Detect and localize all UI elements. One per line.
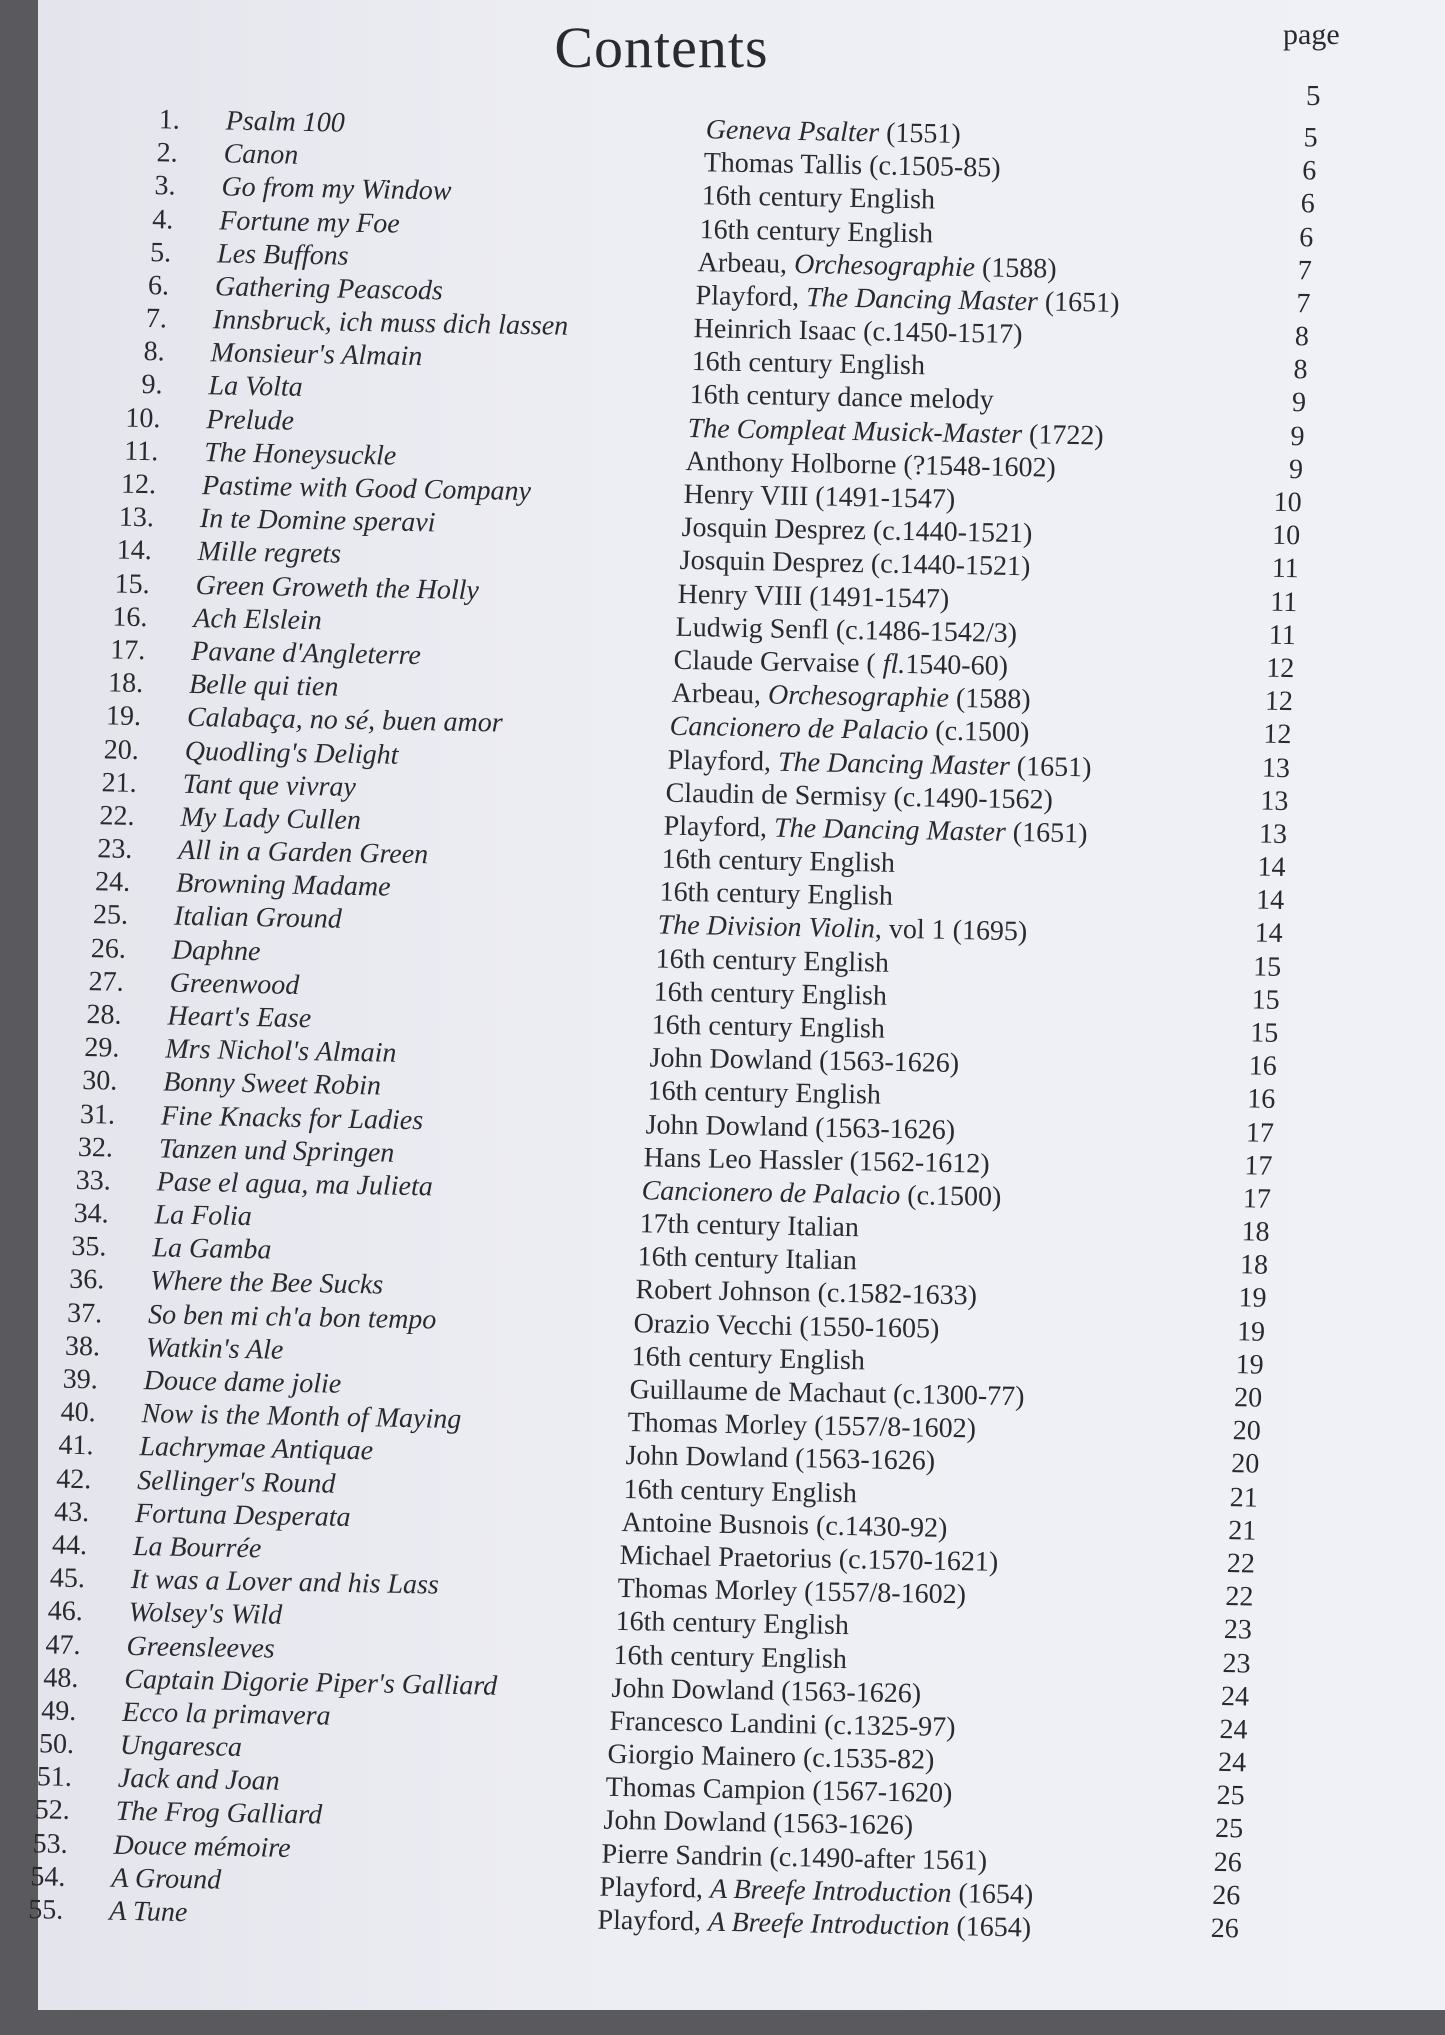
entry-source: The Compleat Musick-Master (1722) xyxy=(687,412,1104,452)
entry-title: Go from my Window xyxy=(221,171,452,207)
entry-title: Where the Bee Sucks xyxy=(150,1265,384,1302)
entry-source: Antoine Busnois (c.1430-92) xyxy=(621,1506,948,1544)
entry-number: 49. xyxy=(40,1695,77,1727)
entry-number: 28. xyxy=(86,999,122,1031)
entry-page-number: 23 xyxy=(1222,1647,1251,1680)
entry-number: 41. xyxy=(58,1430,94,1462)
entry-page-number: 7 xyxy=(1296,288,1311,320)
entry-number: 55. xyxy=(28,1894,64,1926)
entry-title: The Frog Galliard xyxy=(115,1796,323,1831)
entry-source: 16th century English xyxy=(659,876,894,913)
entry-title: Italian Ground xyxy=(173,901,343,936)
entry-page-number: 13 xyxy=(1260,785,1289,817)
entry-source: 16th century English xyxy=(647,1075,882,1111)
entry-source: Thomas Campion (1567-1620) xyxy=(605,1771,953,1810)
entry-source: 16th century English xyxy=(699,213,934,249)
entry-number: 51. xyxy=(36,1761,73,1794)
entry-number: 40. xyxy=(60,1396,96,1429)
entry-title: Monsieur's Almain xyxy=(210,337,423,373)
entry-page-number: 17 xyxy=(1242,1183,1272,1215)
entry-page-number: 14 xyxy=(1255,884,1285,917)
entry-number: 31. xyxy=(79,1098,116,1131)
entry-page-number: 18 xyxy=(1239,1249,1269,1282)
entry-number: 5. xyxy=(149,236,172,269)
entry-number: 6. xyxy=(147,269,170,302)
entry-page-number: 23 xyxy=(1223,1614,1253,1646)
entry-source: 16th century English xyxy=(623,1473,858,1509)
entry-source: 16th century English xyxy=(613,1639,848,1675)
entry-source: Playford, A Breefe Introduction (1654) xyxy=(597,1904,1032,1944)
entry-page-number: 16 xyxy=(1247,1083,1276,1116)
entry-title: All in a Garden Green xyxy=(178,834,429,871)
entry-number: 36. xyxy=(69,1264,105,1296)
entry-number: 43. xyxy=(53,1496,90,1528)
entry-page-number: 15 xyxy=(1251,984,1280,1016)
entry-source: Arbeau, Orchesographie (1588) xyxy=(671,677,1031,716)
entry-source: The Division Violin, vol 1 (1695) xyxy=(657,909,1028,948)
entry-number: 13. xyxy=(118,501,155,534)
contents-list xyxy=(1,0,1445,2035)
entry-page-number: 20 xyxy=(1233,1382,1263,1414)
entry-page-number: 19 xyxy=(1238,1282,1267,1315)
entry-page-number: 25 xyxy=(1216,1780,1245,1812)
entry-title: Pastime with Good Company xyxy=(201,470,532,508)
entry-number: 54. xyxy=(30,1860,66,1893)
entry-source: Ludwig Senfl (c.1486-1542/3) xyxy=(675,611,1018,649)
entry-title: Wolsey's Wild xyxy=(128,1597,283,1632)
entry-number: 3. xyxy=(154,170,176,202)
entry-page-number: 5 xyxy=(1303,122,1318,154)
entry-title: Ach Elslein xyxy=(193,602,323,637)
entry-title: La Bourrée xyxy=(132,1530,262,1565)
entry-number: 1. xyxy=(158,104,181,136)
entry-source: John Dowland (1563-1626) xyxy=(645,1108,956,1146)
entry-number: 21. xyxy=(101,767,137,799)
entry-number: 32. xyxy=(77,1131,114,1164)
entry-title: Ecco la primavera xyxy=(121,1696,331,1732)
entry-number: 17. xyxy=(110,634,146,667)
entry-title: A Ground xyxy=(111,1862,222,1896)
entry-source: Guillaume de Machaut (c.1300-77) xyxy=(629,1374,1025,1413)
entry-title: In te Domine speravi xyxy=(199,503,436,539)
entry-number: 22. xyxy=(99,800,135,832)
entry-page-number: 26 xyxy=(1210,1912,1240,1945)
entry-number: 18. xyxy=(107,667,144,700)
entry-title: Quodling's Delight xyxy=(184,735,399,771)
entry-page-number: 13 xyxy=(1258,818,1288,850)
entry-source: Orazio Vecchi (1550-1605) xyxy=(633,1307,940,1345)
entry-page-number: 11 xyxy=(1271,553,1299,585)
entry-title: Greensleeves xyxy=(126,1630,276,1665)
book-page xyxy=(28,0,1445,2010)
entry-source: 16th century English xyxy=(631,1340,866,1377)
entry-page-number: 10 xyxy=(1273,486,1302,519)
entry-source: 17th century Italian xyxy=(639,1208,860,1244)
entry-number: 33. xyxy=(75,1164,112,1197)
entry-number: 44. xyxy=(51,1529,88,1562)
entry-page-number: 6 xyxy=(1300,188,1316,220)
entry-title: Tant que vivray xyxy=(182,768,357,803)
entry-title: So ben mi ch'a bon tempo xyxy=(147,1298,437,1336)
entry-page-number: 22 xyxy=(1225,1581,1254,1613)
entry-title: A Tune xyxy=(109,1895,188,1929)
entry-source: Arbeau, Orchesographie (1588) xyxy=(697,246,1057,285)
entry-title: Mille regrets xyxy=(197,536,342,571)
entry-title: It was a Lover and his Lass xyxy=(130,1564,440,1601)
entry-page-number: 20 xyxy=(1232,1415,1262,1447)
entry-page-number: 24 xyxy=(1217,1746,1247,1779)
entry-source: John Dowland (1563-1626) xyxy=(603,1805,914,1842)
entry-source: Henry VIII (1491-1547) xyxy=(683,478,956,515)
entry-number: 47. xyxy=(45,1628,81,1661)
entry-page-number: 9 xyxy=(1290,420,1305,452)
entry-number: 11. xyxy=(123,435,159,468)
entry-page-number: 6 xyxy=(1299,221,1314,253)
entry-source: Playford, The Dancing Master (1651) xyxy=(667,744,1092,783)
entry-title: Green Groweth the Holly xyxy=(195,569,480,606)
entry-source: Thomas Morley (1557/8-1602) xyxy=(617,1573,967,1611)
entry-number: 8. xyxy=(143,336,165,368)
entry-title: Greenwood xyxy=(169,967,300,1001)
entry-title: Tanzen und Springen xyxy=(158,1133,395,1169)
entry-source: Claude Gervaise ( fl.1540-60) xyxy=(673,644,1009,682)
entry-title: Fortune my Foe xyxy=(219,204,400,240)
entry-page-number: 21 xyxy=(1228,1514,1257,1547)
entry-title: Fortuna Desperata xyxy=(134,1497,351,1533)
entry-source: Playford, A Breefe Introduction (1654) xyxy=(599,1871,1034,1911)
entry-title: Watkin's Ale xyxy=(145,1332,284,1366)
entry-source: 16th century English xyxy=(615,1606,850,1642)
entry-page-number: 12 xyxy=(1266,652,1295,685)
entry-source: Heinrich Isaac (c.1450-1517) xyxy=(693,313,1023,351)
entry-title: Douce mémoire xyxy=(113,1829,291,1864)
entry-number: 24. xyxy=(94,866,131,899)
entry-source: John Dowland (1563-1626) xyxy=(649,1042,960,1080)
entry-source: Henry VIII (1491-1547) xyxy=(677,578,950,615)
entry-number: 50. xyxy=(38,1728,75,1761)
entry-number: 16. xyxy=(112,601,148,633)
entry-page-number: 6 xyxy=(1301,155,1317,187)
entry-number: 20. xyxy=(103,733,140,766)
entry-page-number: 16 xyxy=(1248,1050,1278,1083)
entry-page-number: 8 xyxy=(1293,354,1308,386)
entry-title: Gathering Peascods xyxy=(214,271,444,307)
entry-page-number: 19 xyxy=(1236,1315,1266,1348)
entry-source: Thomas Tallis (c.1505-85) xyxy=(703,147,1001,184)
entry-source: 16th century dance melody xyxy=(689,379,994,417)
entry-number: 53. xyxy=(32,1827,68,1860)
entry-number: 9. xyxy=(141,369,163,401)
entry-number: 30. xyxy=(81,1065,118,1097)
entry-source: Playford, The Dancing Master (1651) xyxy=(663,810,1088,850)
entry-number: 29. xyxy=(84,1032,120,1064)
entry-page-number: 17 xyxy=(1245,1116,1275,1149)
entry-page-number: 14 xyxy=(1254,917,1283,950)
entry-number: 27. xyxy=(88,965,124,998)
entry-page-number: 9 xyxy=(1291,387,1307,419)
entry-number: 12. xyxy=(120,468,157,501)
entry-source: John Dowland (1563-1626) xyxy=(625,1440,936,1478)
entry-number: 38. xyxy=(64,1330,101,1363)
entry-title: Bonny Sweet Robin xyxy=(162,1066,382,1102)
entry-page-number: 21 xyxy=(1229,1481,1259,1514)
entry-number: 48. xyxy=(43,1662,79,1694)
entry-title: Fine Knacks for Ladies xyxy=(160,1099,424,1136)
entry-source: 16th century English xyxy=(653,976,888,1012)
entry-title: La Gamba xyxy=(152,1232,272,1266)
entry-number: 10. xyxy=(125,402,161,434)
entry-title: Daphne xyxy=(171,934,261,967)
entry-title: Lachrymae Antiquae xyxy=(139,1431,374,1467)
entry-title: Pase el agua, ma Julieta xyxy=(156,1166,434,1203)
entry-page-number: 19 xyxy=(1235,1349,1264,1381)
entry-page-number: 12 xyxy=(1263,718,1292,751)
entry-title: Prelude xyxy=(206,403,295,437)
entry-source: Geneva Psalter (1551) xyxy=(705,114,962,150)
entry-source: Cancionero de Palacio (c.1500) xyxy=(641,1175,1002,1213)
entry-title: Belle qui tien xyxy=(188,669,339,703)
entry-title: La Folia xyxy=(154,1199,253,1233)
entry-source: Thomas Morley (1557/8-1602) xyxy=(627,1407,977,1445)
entry-number: 4. xyxy=(152,203,174,236)
entry-page-number: 26 xyxy=(1213,1846,1243,1878)
entry-page-number: 15 xyxy=(1249,1017,1279,1049)
page-column-header: page xyxy=(1283,18,1340,51)
entry-page-number: 20 xyxy=(1230,1448,1260,1481)
entry-source: Francesco Landini (c.1325-97) xyxy=(609,1705,956,1743)
entry-number: 7. xyxy=(145,303,168,335)
entry-number: 37. xyxy=(66,1297,103,1330)
entry-title: Calabaça, no sé, buen amor xyxy=(186,702,503,739)
entry-title: Innsbruck, ich muss dich lassen xyxy=(212,304,569,342)
entry-page-number: 24 xyxy=(1220,1680,1250,1713)
entry-number: 2. xyxy=(156,137,178,169)
entry-source: Josquin Desprez (c.1440-1521) xyxy=(679,545,1031,583)
entry-page-number: 15 xyxy=(1252,951,1282,983)
entry-source: Josquin Desprez (c.1440-1521) xyxy=(681,512,1033,550)
entry-page-number: 13 xyxy=(1261,752,1291,784)
entry-title: Mrs Nichol's Almain xyxy=(165,1033,397,1069)
entry-number: 19. xyxy=(105,700,142,733)
entry-page-number: 17 xyxy=(1244,1150,1273,1182)
entry-title: Canon xyxy=(223,138,299,171)
entry-number: 26. xyxy=(90,932,127,965)
entry-number: 15. xyxy=(114,568,150,600)
entry-page-number: 12 xyxy=(1264,685,1294,718)
entry-page-number: 24 xyxy=(1219,1713,1248,1746)
entry-number: 39. xyxy=(62,1363,99,1396)
entry-source: Robert Johnson (c.1582-1633) xyxy=(635,1274,978,1312)
entry-number: 42. xyxy=(56,1463,92,1495)
entry-number: 34. xyxy=(73,1197,109,1230)
entry-source: Claudin de Sermisy (c.1490-1562) xyxy=(665,777,1054,816)
entry-source: Hans Leo Hassler (1562-1612) xyxy=(643,1142,990,1180)
entry-source: John Dowland (1563-1626) xyxy=(611,1672,922,1710)
entry-number: 45. xyxy=(49,1562,86,1595)
entry-page-number: 8 xyxy=(1294,321,1310,353)
entry-title: Les Buffons xyxy=(216,238,349,272)
entry-source: Michael Praetorius (c.1570-1621) xyxy=(619,1539,999,1578)
entry-page-number: 25 xyxy=(1214,1813,1244,1845)
entry-source: 16th century English xyxy=(651,1009,886,1045)
entry-title: La Volta xyxy=(208,370,303,404)
entry-page-number: 26 xyxy=(1211,1879,1241,1912)
entry-title: Jack and Joan xyxy=(117,1763,280,1797)
entry-source: Anthony Holborne (?1548-1602) xyxy=(685,445,1057,484)
entry-number: 25. xyxy=(92,899,129,932)
page-title: Contents xyxy=(554,15,769,80)
entry-source: Giorgio Mainero (c.1535-82) xyxy=(607,1738,935,1776)
entry-title: Sellinger's Round xyxy=(137,1464,336,1500)
entry-source: 16th century Italian xyxy=(637,1241,858,1277)
entry-source: 16th century English xyxy=(655,943,890,979)
entry-source: Playford, The Dancing Master (1651) xyxy=(695,280,1120,319)
entry-title: Browning Madame xyxy=(175,867,391,903)
entry-source: Pierre Sandrin (c.1490-after 1561) xyxy=(601,1838,988,1877)
entry-source: Cancionero de Palacio (c.1500) xyxy=(669,711,1030,749)
entry-title: Captain Digorie Piper's Galliard xyxy=(124,1663,498,1702)
entry-number: 14. xyxy=(116,534,153,567)
entry-title: The Honeysuckle xyxy=(203,436,397,472)
entry-number: 46. xyxy=(47,1595,84,1628)
entry-page-number: 7 xyxy=(1297,254,1313,287)
entry-page-number: 14 xyxy=(1257,851,1286,884)
entry-source: 16th century English xyxy=(691,346,926,382)
entry-source: 16th century English xyxy=(661,843,896,879)
entry-title: Psalm 100 xyxy=(225,105,346,139)
entry-number: 23. xyxy=(97,833,133,865)
entry-source: 16th century English xyxy=(701,180,936,216)
entry-number: 35. xyxy=(71,1231,107,1263)
entry-title: Ungaresca xyxy=(119,1729,243,1764)
entry-title: Douce dame jolie xyxy=(143,1365,342,1400)
entry-title: Now is the Month of Maying xyxy=(141,1398,462,1436)
entry-page-number: 10 xyxy=(1271,519,1301,552)
entry-title: My Lady Cullen xyxy=(180,801,362,836)
entry-page-number: 22 xyxy=(1226,1548,1256,1580)
entry-page-number: 9 xyxy=(1288,453,1304,486)
entry-page-number: 11 xyxy=(1268,619,1297,651)
entry-title: Heart's Ease xyxy=(167,1000,312,1035)
entry-page-number: 18 xyxy=(1241,1216,1270,1248)
entry-title: Pavane d'Angleterre xyxy=(190,635,422,672)
entry-page-number: 11 xyxy=(1269,586,1298,618)
first-page-number: 5 xyxy=(1306,80,1321,112)
entry-number: 52. xyxy=(34,1794,71,1827)
